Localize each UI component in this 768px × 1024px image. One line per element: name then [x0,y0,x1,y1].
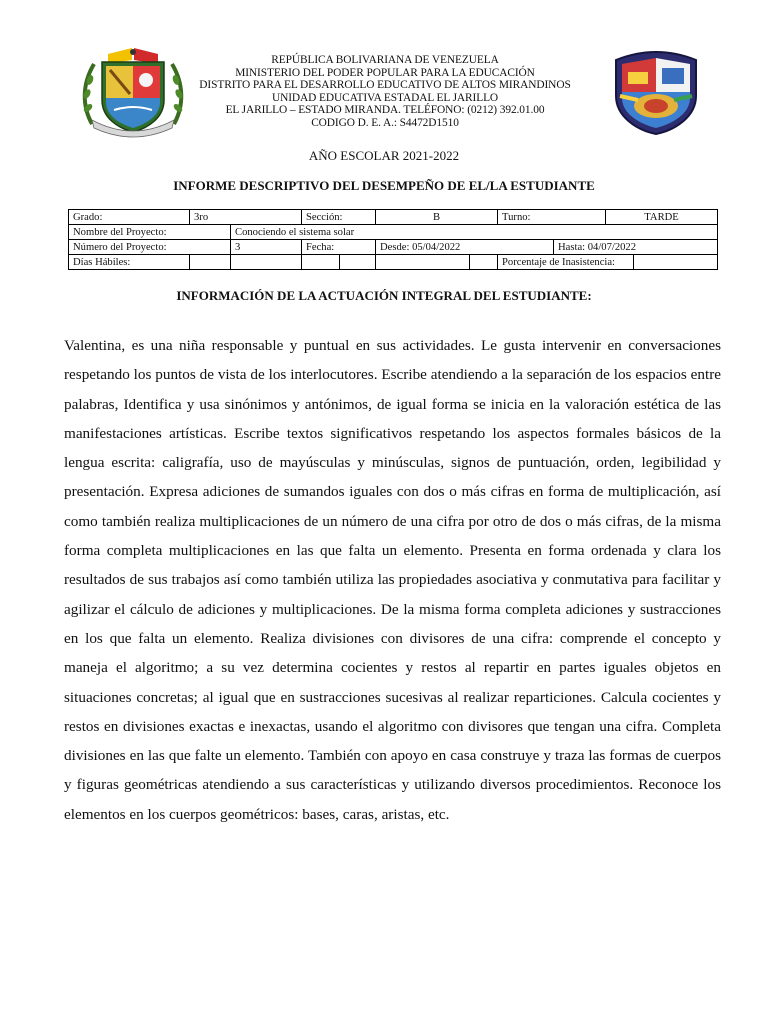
dias-habiles-cell [190,255,231,270]
empty-cell [376,255,470,270]
inasistencia-value [634,255,718,270]
grado-label: Grado: [69,210,190,225]
header-line-codigo: CODIGO D. E. A.: S4472D1510 [311,116,459,129]
student-performance-description: Valentina, es una niña responsable y puntual en sus actividades. Le gusta intervenir en conversaciones respetando los puntos de vista de los interlocutores. Escribe atendiendo a la separación de los espacios entre palabras, Identifica y usa sinónimos y antónimos, de igual forma se inicia en la valoración estética de las manifestaciones artísticas. Escribe textos significativos respetando los aspectos formales básicos de la lengua escrita: caligrafía, uso de mayúsculas y minúsculas, signos de puntuación, orden, legibilidad y presentación. Expresa adiciones de sumandos iguales con dos o más cifras en forma de multiplicación, así como también realiza multiplicaciones de un número de una cifra por otro de dos o más cifras, de la misma forma completa multiplicaciones en las que falta un elemento. Presenta en forma ordenada y clara los resultados de sus trabajos así como también utiliza las propiedades asociativa y conmutativa para facilitar y agilizar el cálculo de adiciones y multiplicaciones. De la misma forma completa adiciones y sustracciones en los que falta un elemento. Realiza divisiones con divisores de una cifra: comprende el concepto y maneja el algoritmo; a su vez determina cocientes y restos al repartir en partes iguales objetos en situaciones concretas; al igual que en sustracciones sucesivas al realizar reparticiones. Calcula cocientes y restos en divisiones exactas e inexactas, usando el algoritmo con divisores que tengan una cifra. Completa divisiones en las que falte un elemento. También con apoyo en casa construye y traza las formas de cuerpos y figuras geométricas atendiendo a sus características y utilizando diversos procedimientos. Reconoce los elementos en los cuerpos geométricos: bases, caras, aristas, etc. [64,337,721,823]
header-line-ministerio: MINISTERIO DEL PODER POPULAR PARA LA EDUCACIÓN [235,66,535,79]
school-year: AÑO ESCOLAR 2021-2022 [308,148,460,163]
institution-header [180,54,590,130]
fecha-hasta: Hasta: 04/07/2022 [554,240,718,255]
empty-cell [302,255,340,270]
miranda-state-coat-of-arms-icon [78,46,188,138]
turno-value: TARDE [606,210,718,225]
table-row [69,255,718,270]
proyecto-nombre-label: Nombre del Proyecto: [69,225,231,240]
turno-label: Turno: [498,210,606,225]
fecha-desde: Desde: 05/04/2022 [376,240,554,255]
seccion-value: B [376,210,498,225]
header-line-unidad-educativa: UNIDAD EDUCATIVA ESTADAL EL JARILLO [271,91,499,104]
dias-habiles-label: Días Hábiles: [69,255,190,270]
empty-cell [340,255,376,270]
empty-cell [231,255,302,270]
grado-value: 3ro [190,210,302,225]
seccion-label: Sección: [302,210,376,225]
student-info-table [68,209,718,270]
proyecto-numero-label: Número del Proyecto: [69,240,231,255]
header-line-direccion: EL JARILLO – ESTADO MIRANDA. TELÉFONO: (0212) 392.01.00 [225,104,545,117]
header-line-distrito: DISTRITO PARA EL DESARROLLO EDUCATIVO DE ALTOS MIRANDINOS [199,79,571,92]
section-title: INFORMACIÓN DE LA ACTUACIÓN INTEGRAL DEL ESTUDIANTE: [176,288,592,303]
proyecto-nombre-value: Conociendo el sistema solar [231,225,718,240]
table-row [69,225,718,240]
fecha-label: Fecha: [302,240,376,255]
header-line-republica: REPÚBLICA BOLIVARIANA DE VENEZUELA [271,54,499,66]
table-row [69,240,718,255]
table-row [69,210,718,225]
inasistencia-label: Porcentaje de Inasistencia: [498,255,634,270]
school-shield-emblem-icon [610,46,702,136]
report-title: INFORME DESCRIPTIVO DEL DESEMPEÑO DE EL/LA ESTUDIANTE [173,178,595,193]
empty-cell [470,255,498,270]
proyecto-numero-value: 3 [231,240,302,255]
